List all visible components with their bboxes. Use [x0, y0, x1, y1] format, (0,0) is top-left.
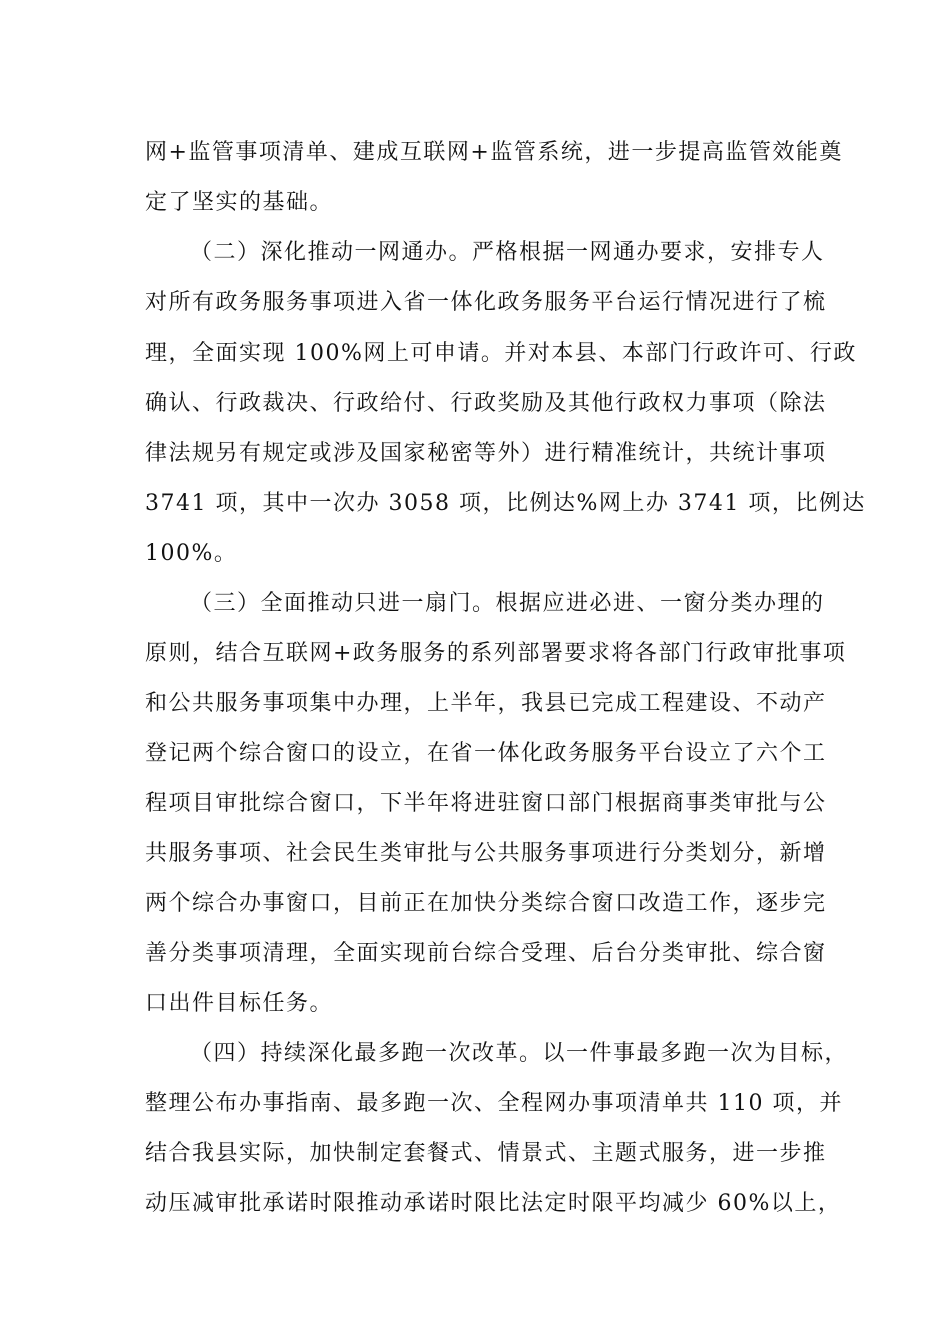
text-line: 整理公布办事指南、最多跑一次、全程网办事项清单共 110 项，并: [145, 1091, 843, 1116]
text-line: 共服务事项、社会民生类审批与公共服务事项进行分类划分，新增: [145, 841, 827, 866]
text-line: 网+监管事项清单、建成互联网+监管系统，进一步提高监管效能奠: [145, 140, 843, 165]
text-line: 善分类事项清理，全面实现前台综合受理、后台分类审批、综合窗: [145, 941, 827, 966]
text-line: 确认、行政裁决、行政给付、行政奖励及其他行政权力事项（除法: [145, 391, 827, 416]
text-line: 和公共服务事项集中办理，上半年，我县已完成工程建设、不动产: [145, 691, 827, 716]
text-line: 律法规另有规定或涉及国家秘密等外）进行精准统计，共统计事项: [145, 441, 827, 466]
text-line: 对所有政务服务事项进入省一体化政务服务平台运行情况进行了梳: [145, 290, 827, 315]
section-heading-line: （二）深化推动一网通办。严格根据一网通办要求，安排专人: [190, 240, 825, 265]
text-line: 3741 项，其中一次办 3058 项，比例达%网上办 3741 项，比例达: [145, 491, 866, 516]
text-line: 定了坚实的基础。: [145, 190, 334, 215]
text-line: 两个综合办事窗口，目前正在加快分类综合窗口改造工作，逐步完: [145, 891, 827, 916]
text-line: 登记两个综合窗口的设立，在省一体化政务服务平台设立了六个工: [145, 741, 827, 766]
section-heading-line: （三）全面推动只进一扇门。根据应进必进、一窗分类办理的: [190, 591, 825, 616]
section-heading-line: （四）持续深化最多跑一次改革。以一件事最多跑一次为目标，: [190, 1041, 849, 1066]
text-line: 理，全面实现 100%网上可申请。并对本县、本部门行政许可、行政: [145, 341, 857, 366]
text-line: 口出件目标任务。: [145, 991, 334, 1016]
text-line: 动压减审批承诺时限推动承诺时限比法定时限平均减少 60%以上，: [145, 1191, 842, 1216]
text-line: 100%。: [145, 541, 238, 566]
text-line: 原则，结合互联网+政务服务的系列部署要求将各部门行政审批事项: [145, 641, 847, 666]
text-line: 结合我县实际，加快制定套餐式、情景式、主题式服务，进一步推: [145, 1141, 827, 1166]
text-line: 程项目审批综合窗口，下半年将进驻窗口部门根据商事类审批与公: [145, 791, 827, 816]
